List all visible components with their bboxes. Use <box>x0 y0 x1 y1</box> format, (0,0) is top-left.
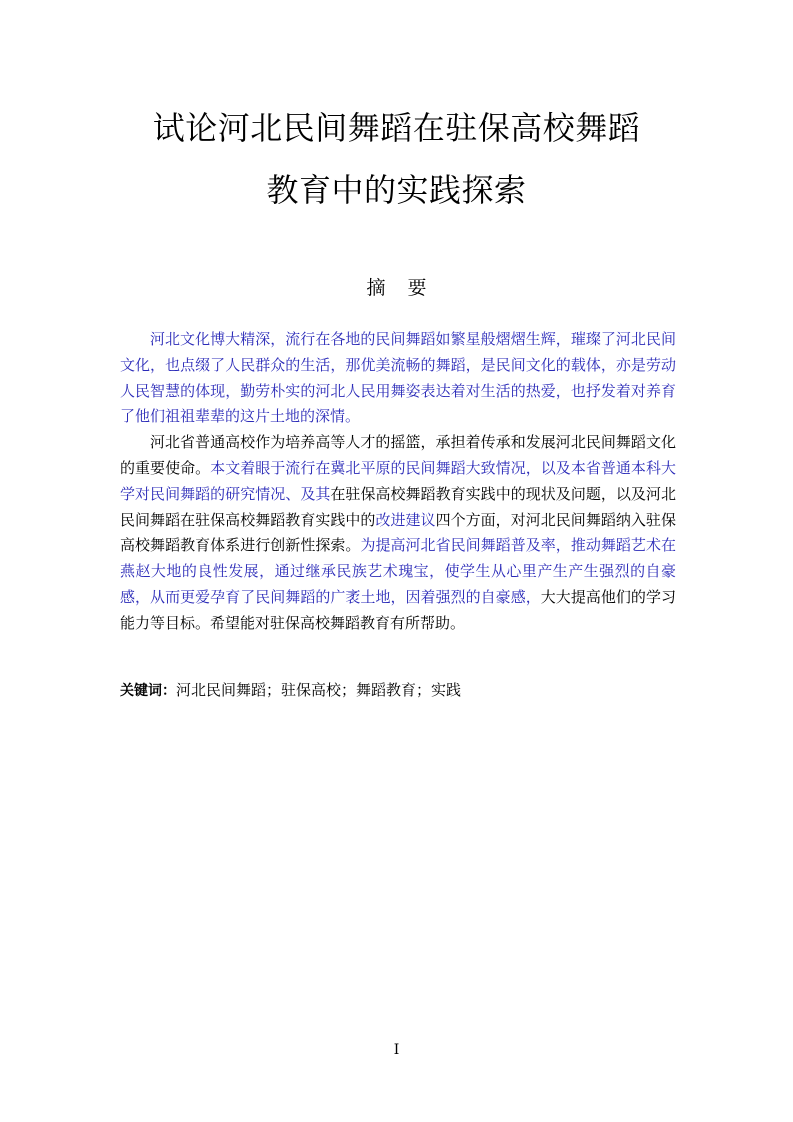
paragraph-2-segment-2: 本文着眼于流行在冀北平原的民间舞蹈大致情况，以及本省普通本科大学对民间舞蹈的研究情况、及其 <box>120 458 676 503</box>
paragraph-2-segment-3: 在驻保高校舞蹈教育实践中的现状及问题，以及河北民间舞蹈在驻保高校舞蹈教育实践中的 <box>120 484 676 529</box>
keywords-label: 关键词： <box>120 683 176 699</box>
page-number: I <box>393 1042 400 1058</box>
paragraph-2-segment-5: 四个方面，对河北民间舞蹈纳入驻保高校舞蹈教育体系进行创新性探索。 <box>120 510 676 555</box>
abstract-paragraph-1 <box>120 327 676 430</box>
abstract-paragraph-2 <box>120 430 676 636</box>
abstract-body <box>120 327 676 637</box>
keywords-line <box>120 678 676 703</box>
paragraph-1-segment-1: 河北文化博大精深，流行在各地的民间舞蹈如繁星般熠熠生辉，璀璨了河北民间文化，也点缀了人民群众的生活，那优美流畅的舞蹈，是民间文化的载体，亦是劳动人民智慧的体现，勤劳朴实的河北人民用舞姿表达着对生活的热爱，也抒发着对养育了他们祖祖辈辈的这片土地的深情。 <box>120 330 676 426</box>
paragraph-2-segment-7: 大大提高他们的学习能力等目标。希望能对驻保高校舞蹈教育有所帮助。 <box>120 587 676 632</box>
title-line-1: 试论河北民间舞蹈在驻保高校舞蹈 <box>152 109 641 147</box>
title-line-2: 教育中的实践探索 <box>266 171 527 209</box>
paragraph-2-segment-6: 为提高河北省民间舞蹈普及率，推动舞蹈艺术在燕赵大地的良性发展，通过继承民族艺术瑰宝，使学生从心里产生产生强烈的自豪感，从而更爱孕育了民间舞蹈的广袤土地，因着强烈的自豪感， <box>120 536 676 606</box>
paragraph-2-segment-4: 改进建议 <box>375 510 436 529</box>
keywords-value: 河北民间舞蹈；驻保高校；舞蹈教育；实践 <box>176 681 462 699</box>
abstract-heading: 摘要 <box>366 277 449 299</box>
paragraph-2-segment-1: 河北省普通高校作为培养高等人才的摇篮，承担着传承和发展河北民间舞蹈文化的重要使命。 <box>120 433 676 477</box>
